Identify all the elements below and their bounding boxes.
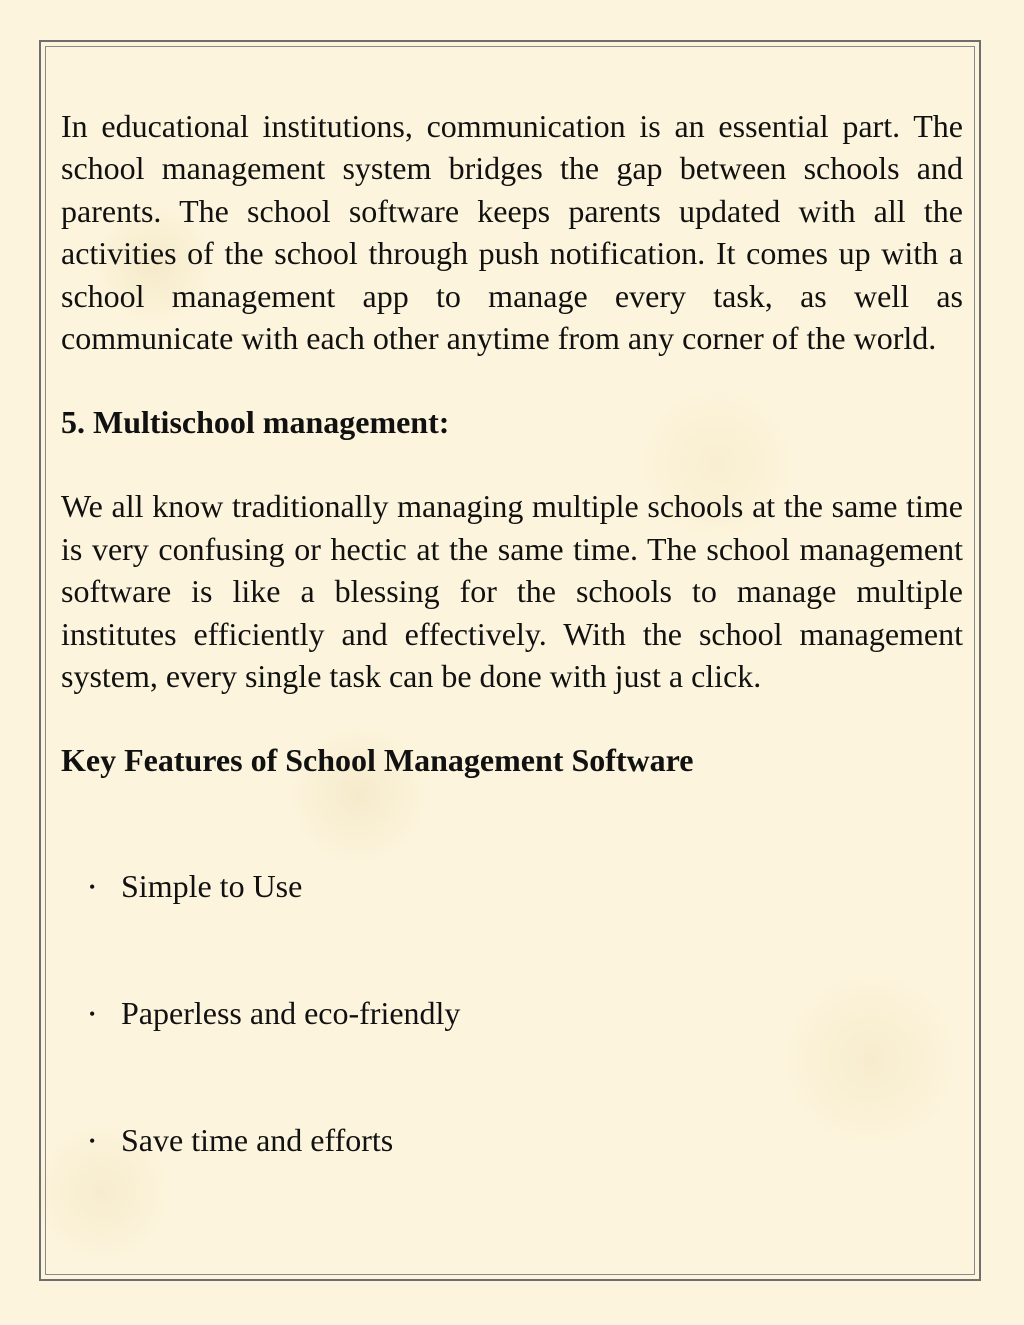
feature-label: Paperless and eco-friendly [121, 995, 461, 1032]
feature-item [61, 865, 963, 907]
document-content [61, 105, 963, 1161]
heading-key-features: Key Features of School Management Software [61, 742, 694, 779]
paragraph-communication: In educational institutions, communication is an essential part. The school management system bridges the gap between schools and parents. The school software keeps parents updated with all the activities of the school through push notification. It comes up with a school management app to manage every task, as well as communicate with each other anytime from any corner of the world. [61, 108, 963, 357]
heading-multischool-management: 5. Multischool management: [61, 404, 450, 441]
feature-label: Simple to Use [121, 868, 303, 905]
feature-item [61, 992, 963, 1034]
bullet-icon: • [89, 877, 96, 898]
bullet-icon: • [89, 1131, 96, 1152]
feature-label: Save time and efforts [121, 1122, 394, 1159]
bullet-icon: • [89, 1004, 96, 1025]
feature-list [61, 865, 963, 1161]
feature-item [61, 1119, 963, 1161]
paragraph-multischool: We all know traditionally managing multiple schools at the same time is very confusing or hectic at the same time. The school management software is like a blessing for the schools to manage multiple institutes efficiently and effectively. With the school management system, every single task can be done with just a click. [61, 488, 963, 695]
